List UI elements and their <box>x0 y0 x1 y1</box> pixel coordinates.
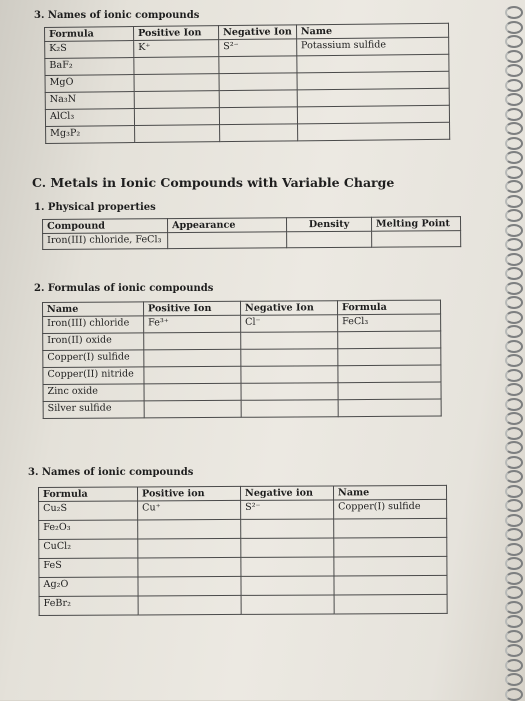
binding-coil <box>505 311 523 324</box>
binding-coil <box>505 151 523 164</box>
cell-negative-ion[interactable] <box>219 73 297 91</box>
binding-coil <box>505 557 523 570</box>
section-title-names-2: 3. Names of ionic compounds <box>28 467 194 478</box>
cell-formula: Ag₂O <box>39 577 138 597</box>
binding-coil <box>505 6 523 19</box>
binding-coil <box>505 282 523 295</box>
header-name: Name <box>43 302 144 317</box>
cell-negative-ion: S²⁻ <box>241 500 334 519</box>
cell-formula: Na₃N <box>45 92 134 110</box>
cell-name[interactable] <box>297 54 449 73</box>
cell-negative-ion: S²⁻ <box>219 39 297 57</box>
cell-negative-ion[interactable] <box>219 107 297 125</box>
binding-coil <box>505 64 523 77</box>
cell-name[interactable] <box>334 518 447 538</box>
binding-coil <box>505 441 523 454</box>
cell-negative-ion[interactable] <box>241 538 334 557</box>
binding-coil <box>505 630 523 643</box>
binding-coil <box>505 543 523 556</box>
cell-positive-ion[interactable] <box>138 519 241 539</box>
cell-formula: Mg₃P₂ <box>46 126 135 144</box>
binding-coil <box>505 267 523 280</box>
binding-coil <box>505 195 523 208</box>
header-melting-point: Melting Point <box>371 217 460 232</box>
cell-formula[interactable] <box>338 399 441 417</box>
binding-coil <box>505 572 523 585</box>
cell-formula[interactable] <box>338 365 441 383</box>
cell-positive-ion: Cu⁺ <box>138 500 241 520</box>
binding-coil <box>505 383 523 396</box>
binding-coil <box>505 180 523 193</box>
header-negative-ion: Negative Ion <box>218 25 296 40</box>
cell-negative-ion[interactable] <box>241 332 338 350</box>
table-row <box>43 231 461 250</box>
binding-coil <box>505 485 523 498</box>
cell-name: Silver sulfide <box>43 401 144 419</box>
header-negative-ion: Negative Ion <box>240 301 337 316</box>
cell-negative-ion[interactable] <box>241 557 334 576</box>
header-density: Density <box>286 217 371 232</box>
binding-coil <box>505 122 523 135</box>
cell-formula[interactable] <box>338 382 441 400</box>
cell-name[interactable] <box>334 575 447 595</box>
binding-coil <box>505 340 523 353</box>
cell-formula: Cu₂S <box>39 501 138 521</box>
cell-formula: CuCl₂ <box>39 539 138 559</box>
subsection-title-formulas: 2. Formulas of ionic compounds <box>34 283 214 294</box>
binding-coil <box>505 456 523 469</box>
header-name: Name <box>296 23 448 39</box>
binding-coil <box>505 514 523 527</box>
cell-positive-ion[interactable] <box>144 332 241 350</box>
cell-formula: Fe₂O₃ <box>39 520 138 540</box>
spiral-binding <box>503 0 525 700</box>
cell-negative-ion[interactable] <box>219 56 297 74</box>
header-negative-ion: Negative ion <box>240 486 333 500</box>
binding-coil <box>505 325 523 338</box>
cell-appearance[interactable] <box>168 232 287 249</box>
cell-positive-ion[interactable] <box>144 349 241 367</box>
cell-negative-ion: Cl⁻ <box>241 315 338 333</box>
formulas-table <box>42 300 442 419</box>
table-row <box>43 399 441 418</box>
cell-positive-ion[interactable] <box>134 91 219 109</box>
binding-coil <box>505 369 523 382</box>
binding-coil <box>505 166 523 179</box>
table-row <box>39 518 447 539</box>
binding-coil <box>505 238 523 251</box>
binding-coil <box>505 253 523 266</box>
binding-coil <box>505 224 523 237</box>
cell-name[interactable] <box>297 71 449 90</box>
properties-table <box>42 216 461 250</box>
cell-negative-ion[interactable] <box>241 400 338 418</box>
section-title-variable-charge: C. Metals in Ionic Compounds with Variable Charge <box>32 175 395 190</box>
cell-positive-ion[interactable] <box>134 57 219 75</box>
cell-positive-ion: K⁺ <box>134 40 219 58</box>
cell-negative-ion[interactable] <box>241 383 338 401</box>
binding-coil <box>505 137 523 150</box>
cell-formula: BaF₂ <box>45 58 134 76</box>
binding-coil <box>505 528 523 541</box>
header-positive-ion: Positive Ion <box>144 301 241 316</box>
cell-positive-ion[interactable] <box>134 74 219 92</box>
cell-name: Potassium sulfide <box>296 37 448 56</box>
binding-coil <box>505 79 523 92</box>
cell-formula: FeBr₂ <box>39 596 138 616</box>
table-row <box>46 122 450 143</box>
header-name: Name <box>333 485 446 500</box>
cell-positive-ion[interactable] <box>144 366 241 384</box>
binding-coil <box>505 21 523 34</box>
cell-formula[interactable] <box>338 348 441 366</box>
section-title-names-1: 3. Names of ionic compounds <box>34 10 200 21</box>
cell-compound: Iron(III) chloride, FeCl₃ <box>43 233 168 250</box>
header-appearance: Appearance <box>168 218 287 233</box>
cell-name[interactable] <box>297 105 449 124</box>
cell-formula[interactable] <box>338 331 441 349</box>
cell-positive-ion[interactable] <box>138 576 241 596</box>
cell-melting-point[interactable] <box>372 231 461 248</box>
cell-positive-ion[interactable] <box>138 557 241 577</box>
cell-density[interactable] <box>287 231 372 248</box>
header-positive-ion: Positive ion <box>138 486 241 501</box>
cell-name: Iron(III) chloride <box>43 316 144 334</box>
binding-coil <box>505 586 523 599</box>
cell-formula: K₂S <box>45 41 134 59</box>
binding-coil <box>505 35 523 48</box>
header-formula: Formula <box>337 300 440 315</box>
cell-positive-ion[interactable] <box>144 400 241 418</box>
binding-coil <box>505 108 523 121</box>
binding-coil <box>505 93 523 106</box>
binding-coil <box>505 615 523 628</box>
cell-positive-ion[interactable] <box>138 538 241 558</box>
cell-name: Iron(II) oxide <box>43 333 144 351</box>
binding-coil <box>505 644 523 657</box>
binding-coil <box>505 470 523 483</box>
cell-name[interactable] <box>297 122 449 141</box>
binding-coil <box>505 398 523 411</box>
header-positive-ion: Positive Ion <box>134 26 219 41</box>
cell-negative-ion[interactable] <box>241 366 338 384</box>
binding-coil <box>505 296 523 309</box>
binding-coil <box>505 688 523 701</box>
names-table-1 <box>44 23 450 144</box>
cell-negative-ion[interactable] <box>241 519 334 538</box>
binding-coil <box>505 673 523 686</box>
table-row <box>39 499 447 520</box>
header-compound: Compound <box>43 219 168 234</box>
cell-negative-ion[interactable] <box>219 90 297 108</box>
binding-coil <box>505 209 523 222</box>
cell-negative-ion[interactable] <box>241 595 334 614</box>
cell-positive-ion[interactable] <box>138 595 241 615</box>
table-row <box>39 556 447 577</box>
binding-coil <box>505 354 523 367</box>
binding-coil <box>505 412 523 425</box>
cell-name: Copper(I) sulfide <box>43 350 144 368</box>
binding-coil <box>505 427 523 440</box>
table-row <box>39 537 447 558</box>
cell-formula: MgO <box>45 75 134 93</box>
cell-formula: AlCl₃ <box>45 109 134 127</box>
cell-positive-ion[interactable] <box>135 125 220 143</box>
cell-name[interactable] <box>334 537 447 557</box>
cell-name: Copper(II) nitride <box>43 367 144 385</box>
cell-name[interactable] <box>334 594 447 614</box>
names-table-2 <box>38 485 448 616</box>
binding-coil <box>505 659 523 672</box>
table-row <box>39 594 447 615</box>
subsection-title-physical-properties: 1. Physical properties <box>34 202 156 213</box>
cell-positive-ion[interactable] <box>144 383 241 401</box>
cell-name[interactable] <box>297 88 449 107</box>
header-formula: Formula <box>45 27 134 42</box>
cell-positive-ion[interactable] <box>134 108 219 126</box>
cell-name: Copper(I) sulfide <box>334 499 447 519</box>
cell-formula: FeCl₃ <box>338 314 441 332</box>
cell-formula: FeS <box>39 558 138 578</box>
cell-name: Zinc oxide <box>43 384 144 402</box>
cell-name[interactable] <box>334 556 447 576</box>
cell-positive-ion: Fe³⁺ <box>144 315 241 333</box>
table-row <box>39 575 447 596</box>
cell-negative-ion[interactable] <box>241 576 334 595</box>
binding-coil <box>505 601 523 614</box>
binding-coil <box>505 499 523 512</box>
header-formula: Formula <box>39 487 138 502</box>
cell-negative-ion[interactable] <box>220 124 298 142</box>
binding-coil <box>505 50 523 63</box>
cell-negative-ion[interactable] <box>241 349 338 367</box>
